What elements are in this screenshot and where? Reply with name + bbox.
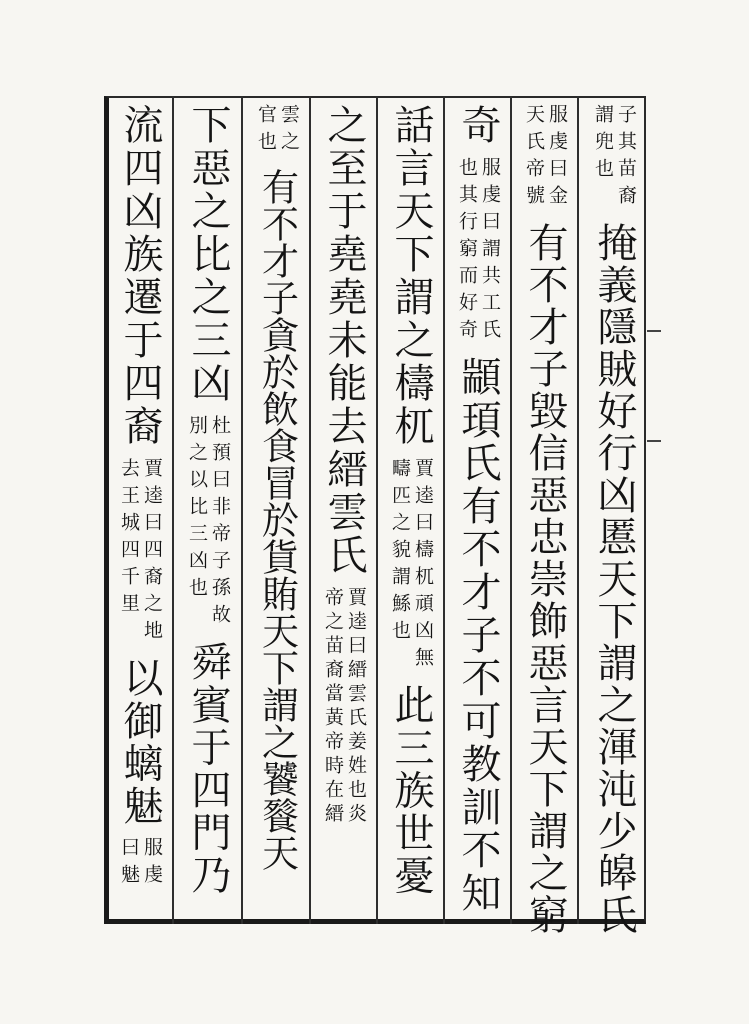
main-text: 話言天下謂之檮杌: [388, 104, 434, 448]
annotation-line-right: 雲之: [278, 104, 300, 158]
annotation-block: [323, 587, 365, 827]
text-column-8: [110, 104, 170, 891]
edge-mark: [647, 440, 661, 442]
annotation-line-right: 子其苗裔: [615, 104, 637, 212]
edge-mark: [647, 330, 661, 332]
text-column-1: [584, 104, 644, 936]
annotation-line-right: 賈逵曰縉雲氏姜姓也炎: [345, 587, 367, 827]
column-rule: [309, 96, 311, 924]
annotation-line-right: 杜預曰非帝子孫故: [209, 415, 231, 631]
annotation-line-right: 賈逵曰四裔之地: [141, 458, 163, 647]
annotation-block: [256, 104, 298, 158]
annotation-line-left: 謂兜也: [592, 104, 614, 185]
annotation-block: [390, 458, 432, 674]
text-column-4: [381, 104, 441, 897]
annotation-line-left: 疇匹之貌謂鯀也: [389, 458, 411, 647]
annotation-line-left: 別之以比三凶也: [186, 415, 208, 604]
annotation-line-right: 服虔曰謂共工氏: [479, 156, 501, 346]
column-rule: [510, 96, 512, 924]
text-column-3: [448, 104, 508, 915]
annotation-block: [187, 415, 229, 631]
text-column-6: [247, 104, 307, 871]
annotation-line-left: 曰魅: [118, 837, 140, 892]
main-text: 之至于堯堯未能去縉雲氏: [321, 104, 367, 577]
annotation-line-right: 服虔曰金: [546, 104, 568, 212]
main-text: 下惡之比之三凶: [185, 104, 231, 405]
main-text: 有不才子貪於飲食冒於貨賄天下謂之饕餮天: [255, 168, 299, 871]
annotation-block: [593, 104, 635, 212]
annotation-line-left: 也其行窮而好奇: [456, 156, 478, 346]
main-text: 流四凶族遷于四裔: [117, 104, 163, 448]
main-text: 以御螭魅: [117, 657, 163, 828]
text-column-7: [178, 104, 238, 897]
annotation-line-right: 服虔: [141, 837, 163, 892]
annotation-block: [457, 157, 499, 346]
text-column-5: [314, 104, 374, 827]
annotation-line-left: 天氏帝號: [523, 104, 545, 212]
annotation-line-left: 官也: [255, 104, 277, 158]
column-rule: [443, 96, 445, 924]
main-text: 奇: [455, 104, 501, 147]
main-text: 舜賓于四門乃: [185, 641, 231, 897]
annotation-block: [119, 458, 161, 647]
main-text: 顓頊氏有不才子不可教訓不知: [455, 355, 501, 915]
annotation-line-left: 去王城四千里: [118, 458, 140, 620]
annotation-line-left: 帝之苗裔當黃帝時在縉: [322, 587, 344, 827]
main-text: 掩義隱賊好行凶慝天下謂之渾沌少皞氏: [591, 222, 637, 936]
column-rule: [376, 96, 378, 924]
annotation-line-right: 賈逵曰檮杌頑凶無: [412, 458, 434, 674]
annotation-block: [524, 104, 566, 212]
main-text: 有不才子毀信惡忠崇飾惡言天下謂之窮: [522, 222, 568, 936]
main-text: 此三族世憂: [388, 684, 434, 897]
annotation-block: [119, 837, 161, 891]
column-rule: [577, 96, 579, 924]
column-rule: [172, 96, 174, 924]
text-column-2: [515, 104, 575, 936]
column-rule: [241, 96, 243, 924]
